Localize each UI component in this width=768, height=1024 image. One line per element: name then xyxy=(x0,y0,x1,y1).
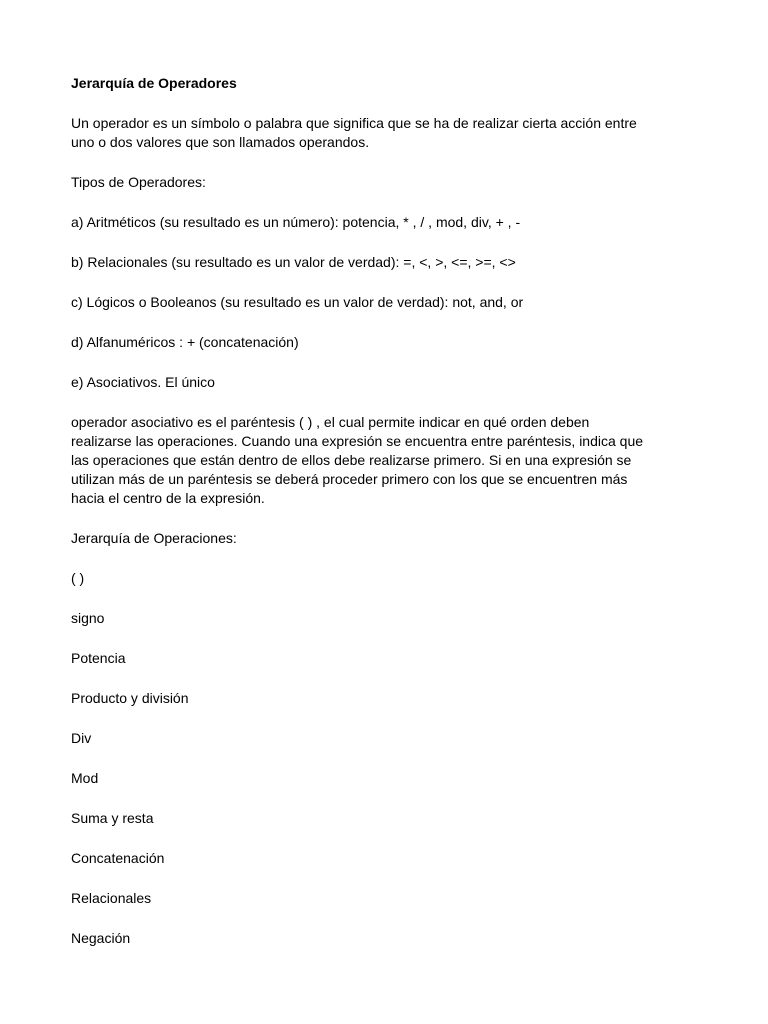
type-item-associative: e) Asociativos. El único xyxy=(71,374,215,390)
hierarchy-item: Potencia xyxy=(71,650,126,666)
intro-line: uno o dos valores que son llamados operandos. xyxy=(71,134,370,150)
hierarchy-item: Mod xyxy=(71,770,99,786)
associative-paragraph xyxy=(71,413,711,508)
intro-line: Un operador es un símbolo o palabra que significa que se ha de realizar cierta acción entre xyxy=(71,115,637,131)
associative-line: realizarse las operaciones. Cuando una expresión se encuentra entre paréntesis, indica que xyxy=(71,433,644,449)
types-heading: Tipos de Operadores: xyxy=(71,174,206,190)
associative-line: hacia el centro de la expresión. xyxy=(71,490,265,506)
document-page xyxy=(71,74,711,948)
hierarchy-item: signo xyxy=(71,610,105,626)
type-item-logical: c) Lógicos o Booleanos (su resultado es un valor de verdad): not, and, or xyxy=(71,294,524,310)
intro-paragraph xyxy=(71,114,711,152)
hierarchy-item: ( ) xyxy=(71,570,85,586)
associative-line: utilizan más de un paréntesis se deberá proceder primero con los que se encuentren más xyxy=(71,471,628,487)
hierarchy-item: Div xyxy=(71,730,92,746)
type-item-relational: b) Relacionales (su resultado es un valor de verdad): =, <, >, <=, >=, <> xyxy=(71,254,516,270)
hierarchy-item: Negación xyxy=(71,930,131,946)
type-item-alphanumeric: d) Alfanuméricos : + (concatenación) xyxy=(71,334,299,350)
type-item-arithmetic: a) Aritméticos (su resultado es un número): potencia, * , / , mod, div, + , - xyxy=(71,214,521,230)
hierarchy-item: Concatenación xyxy=(71,850,165,866)
associative-line: operador asociativo es el paréntesis ( ) , el cual permite indicar en qué orden deben xyxy=(71,414,590,430)
associative-line: las operaciones que están dentro de ellos debe realizarse primero. Si en una expresión se xyxy=(71,452,632,468)
hierarchy-item: Producto y división xyxy=(71,690,189,706)
hierarchy-heading: Jerarquía de Operaciones: xyxy=(71,530,237,546)
hierarchy-item: Relacionales xyxy=(71,890,152,906)
hierarchy-item: Suma y resta xyxy=(71,810,154,826)
document-title: Jerarquía de Operadores xyxy=(71,75,237,91)
